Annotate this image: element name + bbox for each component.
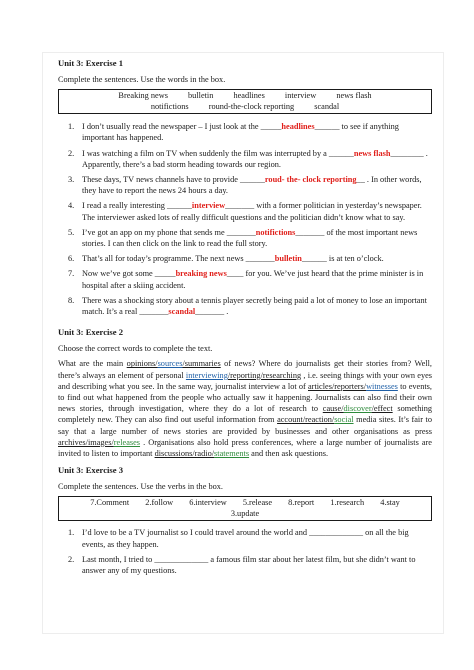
option-text: cause/ (322, 404, 344, 414)
verb: 1.research (330, 498, 365, 508)
exercise-item (58, 174, 432, 196)
answer-text: notifictions (255, 227, 296, 237)
exercise-3-title: Unit 3: Exercise 3 (58, 465, 123, 476)
answer-text: breaking news (175, 269, 227, 279)
exercise-item (58, 554, 432, 576)
exercise-item (58, 253, 432, 264)
item-text: _______ with a former politician in yesterday’s newspaper. The interviewer asked lots of really difficult questions and the politician didn’t know what to say. (82, 201, 422, 222)
exercise-2-instruction: Choose the correct words to complete the text. (58, 344, 213, 354)
exercise-item (58, 268, 432, 290)
word: notifictions (150, 101, 189, 111)
item-number: 1. (68, 122, 75, 132)
item-text: __ . In other words, they have to report the news 24 hours a day. (82, 175, 422, 196)
item-number: 5. (68, 227, 75, 237)
chosen-option: statements (214, 449, 250, 459)
chosen-option: discover (343, 404, 372, 414)
option-text: archives/images/ (58, 437, 114, 447)
exercise-2-text (58, 358, 432, 459)
verb: 7.Comment (90, 498, 130, 508)
answer-text: bulletin (274, 254, 302, 264)
text-run: to events, to find out what happened from the people who actually saw it happening. Journalists can also find their own news stories, through investigation, where they do a lot of research to (58, 381, 432, 414)
word: headlines (233, 91, 265, 101)
item-text: I don’t usually read the newspaper – I just look at the _____ (82, 122, 282, 132)
word: news flash (336, 91, 372, 101)
item-text: _______ of the most important news stories. I can then click on the link to read the full story. (82, 227, 418, 249)
item-number: 7. (68, 269, 75, 279)
chosen-option: interviewing (185, 370, 228, 380)
option-text: opinions/ (126, 359, 158, 369)
answer-text: news flash (353, 148, 391, 158)
exercise-2-title: Unit 3: Exercise 2 (58, 327, 123, 338)
item-text: ______ is at ten o’clock. (301, 254, 384, 264)
document (58, 58, 432, 580)
item-text: Now we’ve got some _____ (82, 269, 176, 279)
option-text: /summaries (182, 359, 221, 369)
item-number: 2. (68, 148, 75, 158)
answer-text: headlines (281, 122, 315, 132)
option-text: account/reaction/ (277, 415, 335, 425)
word: bulletin (188, 91, 214, 101)
exercise-item (58, 227, 432, 249)
item-number: 6. (68, 254, 75, 264)
exercise-1-instruction: Complete the sentences. Use the words in the box. (58, 75, 226, 84)
chosen-option: witnesses (366, 381, 398, 391)
option-text: articles/reporters/ (308, 381, 367, 391)
exercise-1-list (58, 121, 432, 317)
word: round-the-clock reporting (208, 101, 295, 111)
exercise-3-instruction: Complete the sentences. Use the verbs in the box. (58, 482, 223, 492)
item-number: 8. (68, 295, 75, 305)
item-text: Last month, I tried to _____________ a famous film star about her latest film, but she didn’t want to answer any of my questions. (82, 554, 416, 576)
answer-text: roud- the- clock reporting (264, 175, 357, 185)
verb: 5.release (242, 498, 273, 508)
verb-box (58, 496, 432, 521)
text-run: something completely new. They can also find out useful information from (58, 404, 432, 425)
item-text: I was watching a film on TV when suddenly the film was interrupted by a ______ (82, 148, 354, 158)
item-number: 2. (68, 554, 75, 564)
exercise-1-title: Unit 3: Exercise 1 (58, 58, 123, 68)
answer-text: scandal (168, 307, 196, 317)
exercise-item (58, 527, 432, 549)
answer-text: interview (191, 201, 226, 211)
text-run: . Organisations also hold press conferences, where a large number of journalists are invited to listen to important (58, 437, 432, 459)
item-text: _______ . (195, 307, 229, 317)
option-text: discussions/radio/ (154, 449, 215, 459)
item-text: I’d love to be a TV journalist so I could travel around the world and _____________ on all the big events, as they happen. (82, 528, 409, 549)
exercise-3 (58, 465, 432, 576)
word-box (58, 89, 432, 114)
item-text: There was a shocking story about a tennis player secretly being paid a lot of money to lose an important match. It’s a real _______ (82, 295, 427, 317)
item-text: These days, TV news channels have to provide ______ (82, 175, 265, 185)
chosen-option: releases (113, 437, 141, 447)
chosen-option: sources (157, 359, 183, 369)
exercise-3-list (58, 527, 432, 576)
item-text: ________ . Apparently, there’s a bad storm heading towards our region. (82, 148, 428, 169)
chosen-option: social (334, 415, 354, 425)
item-text: ______ to see if anything important has happened. (82, 122, 399, 143)
item-text: ____ for you. We’ve just heard that the prime minister is in hospital after a skiing accident. (82, 269, 424, 290)
word: Breaking news (118, 91, 168, 101)
verb: 6.interview (189, 498, 227, 508)
verb: 2.follow (145, 498, 174, 508)
item-text: I read a really interesting ______ (82, 201, 192, 211)
text-run: , i.e. seeing things with your own eyes and describing what you see. In the same way, journalist interview a lot of (58, 370, 432, 391)
item-number: 3. (68, 175, 75, 185)
item-number: 4. (68, 201, 75, 211)
option-text: /reporting/researching (227, 370, 302, 380)
exercise-item (58, 200, 432, 222)
text-run: media sites. It’s fair to say that a large number of news stories are provided by businesses and other organisations as press (58, 415, 432, 436)
exercise-item (58, 148, 432, 170)
exercise-2 (58, 327, 432, 459)
exercise-item (58, 295, 432, 317)
verb: 8.report (288, 498, 315, 508)
text-run: and then ask questions. (249, 449, 329, 459)
verb: 4.stay (380, 498, 400, 508)
item-number: 1. (68, 528, 75, 538)
item-text: I’ve got an app on my phone that sends me _______ (82, 227, 256, 237)
word: scandal (314, 101, 340, 111)
exercise-item (58, 121, 432, 143)
text-run: of news? Where do journalists get their stories from? Well, there’s always an element of personal (58, 359, 432, 380)
word: interview (284, 91, 317, 101)
option-text: /effect (371, 404, 393, 414)
text-run: What are the main (58, 359, 127, 369)
item-text: That’s all for today’s programme. The next news _______ (82, 254, 275, 264)
verb: 3.update (230, 508, 260, 518)
